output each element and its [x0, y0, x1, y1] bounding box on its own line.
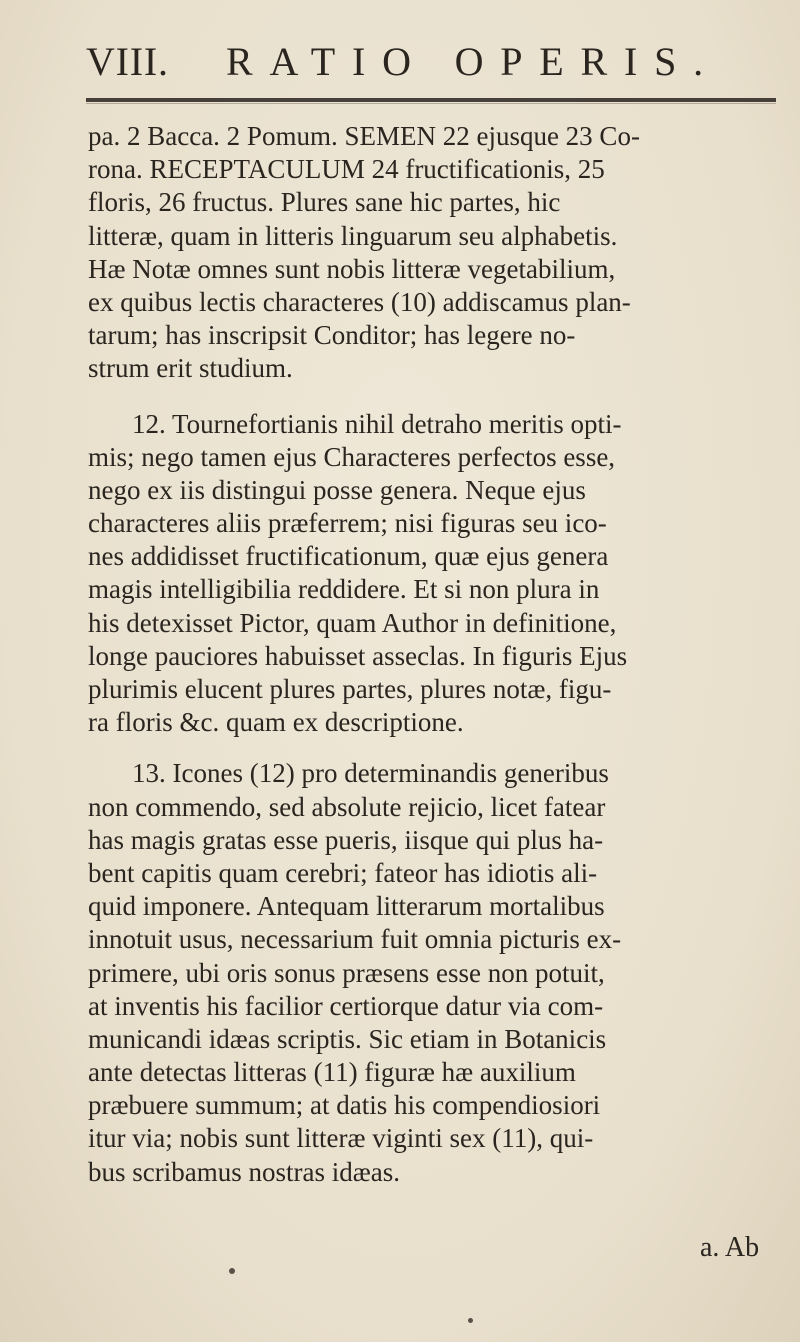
- text-line: quid imponere. Antequam litterarum mortalibus: [88, 891, 605, 922]
- text-line: præbuere summum; at datis his compendiosiori: [88, 1090, 601, 1121]
- text-line: itur via; nobis sunt litteræ viginti sex (11), qui-: [88, 1123, 594, 1154]
- text-line: plurimis elucent plures partes, plures notæ, figu-: [88, 674, 612, 704]
- text-line: his detexisset Pictor, quam Author in definitione,: [88, 607, 617, 638]
- paragraph-13-start: 13. Icones (12) pro determinandis generibus: [132, 758, 609, 789]
- text-line: pa. 2 Bacca. 2 Pomum. SEMEN 22 ejusque 23 Co-: [88, 121, 640, 151]
- text-line: characteres aliis præferrem; nisi figuras seu ico-: [88, 508, 607, 539]
- text-line: strum erit studium.: [88, 353, 293, 384]
- paragraph-12-start: 12. Tournefortianis nihil detraho meritis opti-: [132, 408, 622, 439]
- ink-speck: [229, 1268, 235, 1274]
- body-text: [88, 120, 788, 1189]
- page-number: VIII.: [86, 39, 169, 84]
- text-line: ante detectas litteras (11) figuræ hæ auxilium: [88, 1057, 576, 1088]
- page-header: [86, 28, 786, 88]
- text-line: has magis gratas esse pueris, iisque qui plus ha-: [88, 824, 604, 855]
- catchword: a. Ab: [700, 1232, 760, 1263]
- text-line: nego ex iis distingui posse genera. Neque ejus: [88, 474, 586, 505]
- text-line: municandi idæas scriptis. Sic etiam in Botanicis: [88, 1023, 607, 1054]
- text-line: innotuit usus, necessarium fuit omnia picturis ex-: [88, 924, 622, 955]
- text-line: tarum; has inscripsit Conditor; has legere no-: [88, 320, 576, 351]
- text-line: ra floris &c. quam ex descriptione.: [88, 707, 464, 738]
- text-line: primere, ubi oris sonus præsens esse non potuit,: [88, 957, 605, 988]
- text-line: bent capitis quam cerebri; fateor has idiotis ali-: [88, 857, 598, 888]
- text-line: ex quibus lectis characteres (10) addiscamus plan-: [88, 286, 631, 317]
- text-line: nes addidisset fructificationum, quæ ejus genera: [88, 541, 609, 572]
- text-line: at inventis his facilior certiorque datur via com-: [88, 990, 604, 1021]
- text-line: floris, 26 fructus. Plures sane hic partes, hic: [88, 187, 561, 218]
- text-line: Hæ Notæ omnes sunt nobis litteræ vegetabilium,: [88, 253, 616, 284]
- header-rule: [86, 98, 776, 102]
- text-line: litteræ, quam in litteris linguarum seu alphabetis.: [88, 220, 618, 251]
- text-line: non commendo, sed absolute rejicio, licet fatear: [88, 791, 606, 822]
- text-line: mis; nego tamen ejus Characteres perfectos esse,: [88, 441, 616, 472]
- text-line: bus scribamus nostras idæas.: [88, 1156, 400, 1187]
- text-line: magis intelligibilia reddidere. Et si non plura in: [88, 574, 600, 605]
- ink-speck: [468, 1318, 473, 1323]
- text-line: longe pauciores habuisset asseclas. In figuris Ejus: [88, 640, 628, 671]
- text-line: rona. RECEPTACULUM 24 fructificationis, 25: [88, 154, 605, 185]
- running-title: RATIO OPERIS.: [226, 39, 720, 84]
